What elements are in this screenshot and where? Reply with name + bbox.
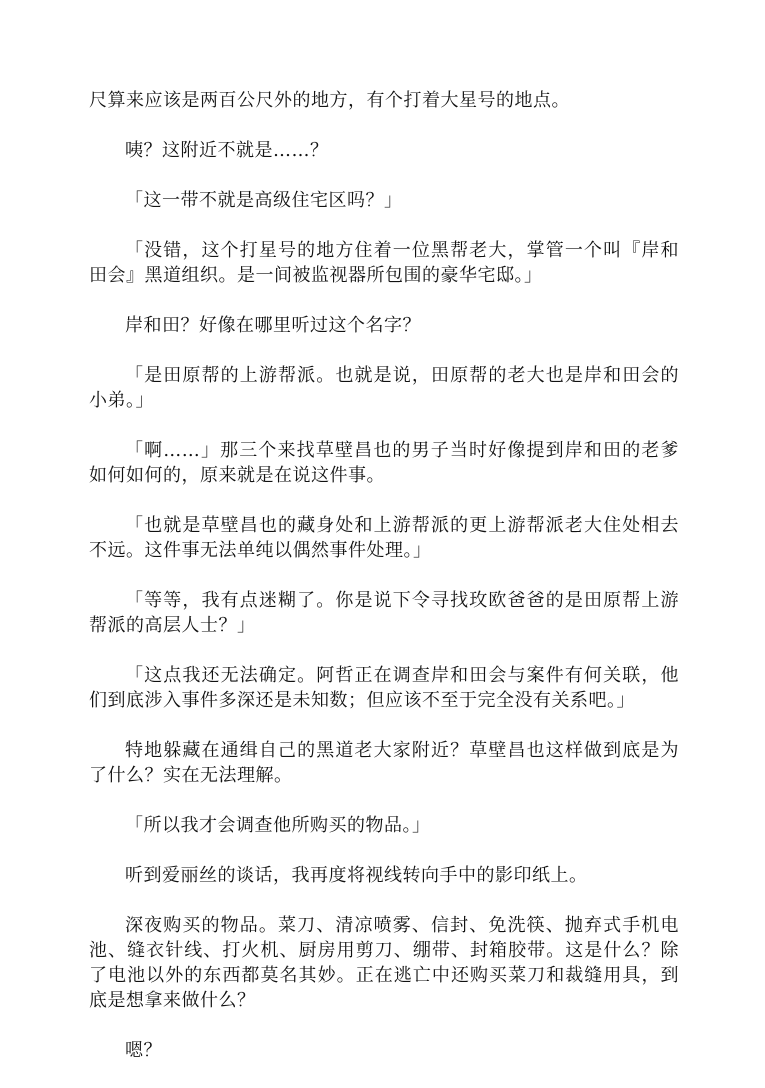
paragraph: 深夜购买的物品。菜刀、清凉喷雾、信封、免洗筷、抛弃式手机电池、缝衣针线、打火机、厨房用剪刀、绷带、封箱胶带。这是什么？除了电池以外的东西都莫名其妙。正在逃亡中还购买菜刀和裁缝用具，到底是想拿来做什么？ bbox=[89, 915, 679, 1011]
paragraph: 「这一带不就是高级住宅区吗？」 bbox=[125, 190, 403, 211]
paragraph: 「是田原帮的上游帮派。也就是说，田原帮的老大也是岸和田会的小弟。」 bbox=[89, 365, 679, 411]
document-body bbox=[89, 88, 679, 1088]
paragraph: 「所以我才会调查他所购买的物品。」 bbox=[125, 815, 431, 836]
paragraph: 咦？这附近不就是……？ bbox=[125, 140, 329, 161]
paragraph: 「等等，我有点迷糊了。你是说下令寻找玫欧爸爸的是田原帮上游帮派的高层人士？」 bbox=[89, 590, 679, 636]
paragraph: 「也就是草壁昌也的藏身处和上游帮派的更上游帮派老大住处相去不远。这件事无法单纯以偶然事件处理。」 bbox=[89, 515, 679, 561]
paragraph: 岸和田？好像在哪里听过这个名字？ bbox=[125, 315, 421, 336]
paragraph: 尺算来应该是两百公尺外的地方，有个打着大星号的地点。 bbox=[89, 90, 570, 111]
paragraph: 听到爱丽丝的谈话，我再度将视线转向手中的影印纸上。 bbox=[125, 865, 588, 886]
paragraph: 「没错，这个打星号的地方住着一位黑帮老大，掌管一个叫『岸和田会』黑道组织。是一间被监视器所包围的豪华宅邸。」 bbox=[89, 240, 679, 286]
paragraph: 特地躲藏在通缉自己的黑道老大家附近？草壁昌也这样做到底是为了什么？实在无法理解。 bbox=[89, 740, 679, 786]
paragraph: 「啊……」那三个来找草壁昌也的男子当时好像提到岸和田的老爹如何如何的，原来就是在说这件事。 bbox=[89, 440, 679, 486]
paragraph: 「这点我还无法确定。阿哲正在调查岸和田会与案件有何关联，他们到底涉入事件多深还是未知数；但应该不至于完全没有关系吧。」 bbox=[89, 665, 679, 711]
paragraph: 嗯？ bbox=[125, 1040, 162, 1061]
